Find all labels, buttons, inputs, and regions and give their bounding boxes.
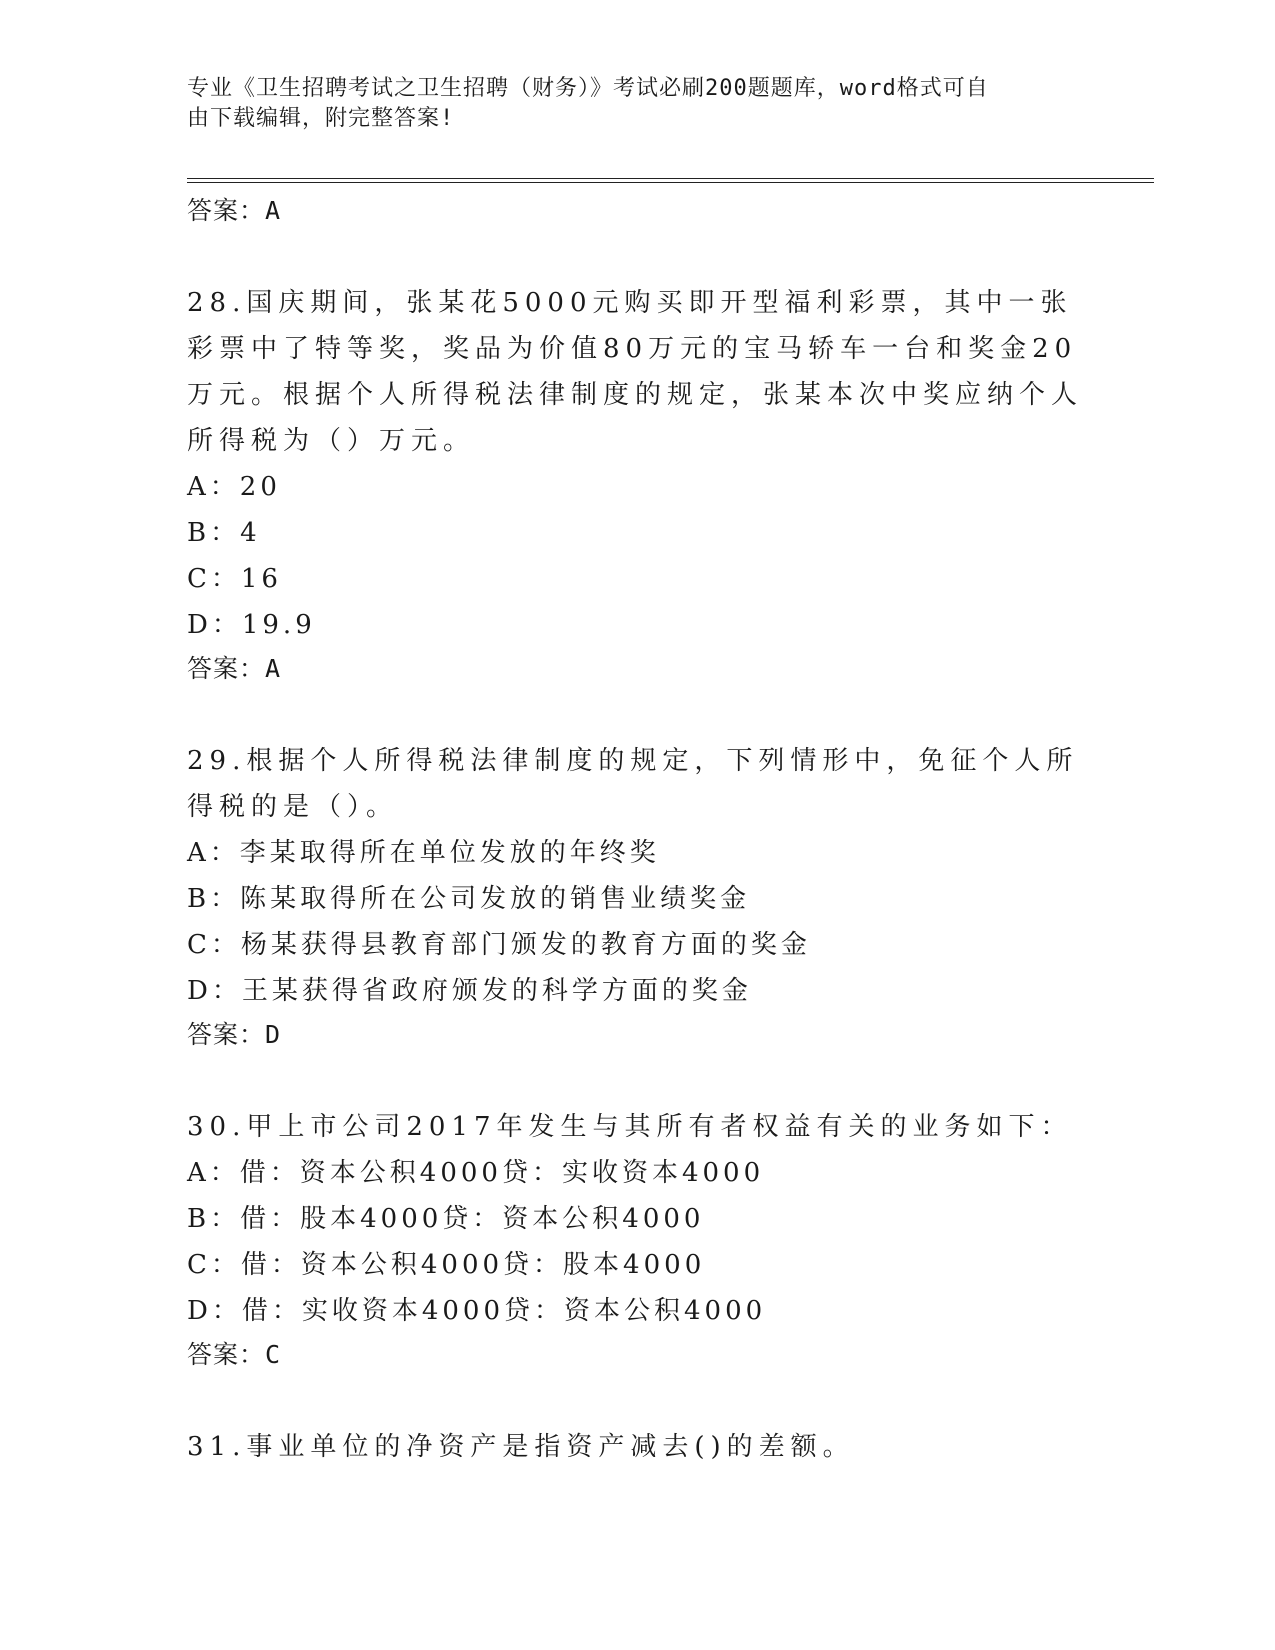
question-28 [187, 280, 1087, 690]
spacer [187, 232, 1087, 280]
option-d: D：王某获得省政府颁发的科学方面的奖金 [187, 976, 752, 1006]
option-a: A：20 [187, 472, 281, 502]
option-b: B：4 [187, 518, 261, 548]
answer: 答案：D [187, 1020, 282, 1049]
answer-previous: 答案：A [187, 196, 282, 225]
option-b: B：陈某取得所在公司发放的销售业绩奖金 [187, 884, 751, 914]
header-divider [187, 178, 1154, 183]
option-c: C：借：资本公积4000贷：股本4000 [187, 1250, 706, 1280]
option-a: A：李某取得所在单位发放的年终奖 [187, 838, 660, 868]
question-stem: 29.根据个人所得税法律制度的规定，下列情形中，免征个人所得税的是（）。 [187, 746, 1079, 822]
question-31 [187, 1424, 1087, 1470]
option-d: D：19.9 [187, 610, 316, 640]
question-29 [187, 738, 1087, 1056]
option-d: D：借：实收资本4000贷：资本公积4000 [187, 1296, 767, 1326]
answer: 答案：A [187, 654, 282, 683]
spacer [187, 1056, 1087, 1104]
document-header [187, 74, 1067, 134]
option-b: B：借：股本4000贷：资本公积4000 [187, 1204, 705, 1234]
option-c: C：16 [187, 564, 282, 594]
option-c: C：杨某获得县教育部门颁发的教育方面的奖金 [187, 930, 811, 960]
question-stem: 30.甲上市公司2017年发生与其所有者权益有关的业务如下： [187, 1112, 1073, 1142]
header-line-2: 由下载编辑，附完整答案! [187, 106, 455, 131]
answer: 答案：C [187, 1340, 282, 1369]
question-list [187, 190, 1087, 1470]
option-a: A：借：资本公积4000贷：实收资本4000 [187, 1158, 765, 1188]
question-stem: 31.事业单位的净资产是指资产减去()的差额。 [187, 1432, 855, 1462]
header-line-1: 专业《卫生招聘考试之卫生招聘（财务）》考试必刷200题题库，word格式可自 [187, 76, 989, 101]
spacer [187, 690, 1087, 738]
spacer [187, 1376, 1087, 1424]
question-stem: 28.国庆期间，张某花5000元购买即开型福利彩票，其中一张彩票中了特等奖，奖品为价值80万元的宝马轿车一台和奖金20万元。根据个人所得税法律制度的规定，张某本次中奖应纳个人所得税为（）万元。 [187, 288, 1084, 456]
question-30 [187, 1104, 1087, 1376]
